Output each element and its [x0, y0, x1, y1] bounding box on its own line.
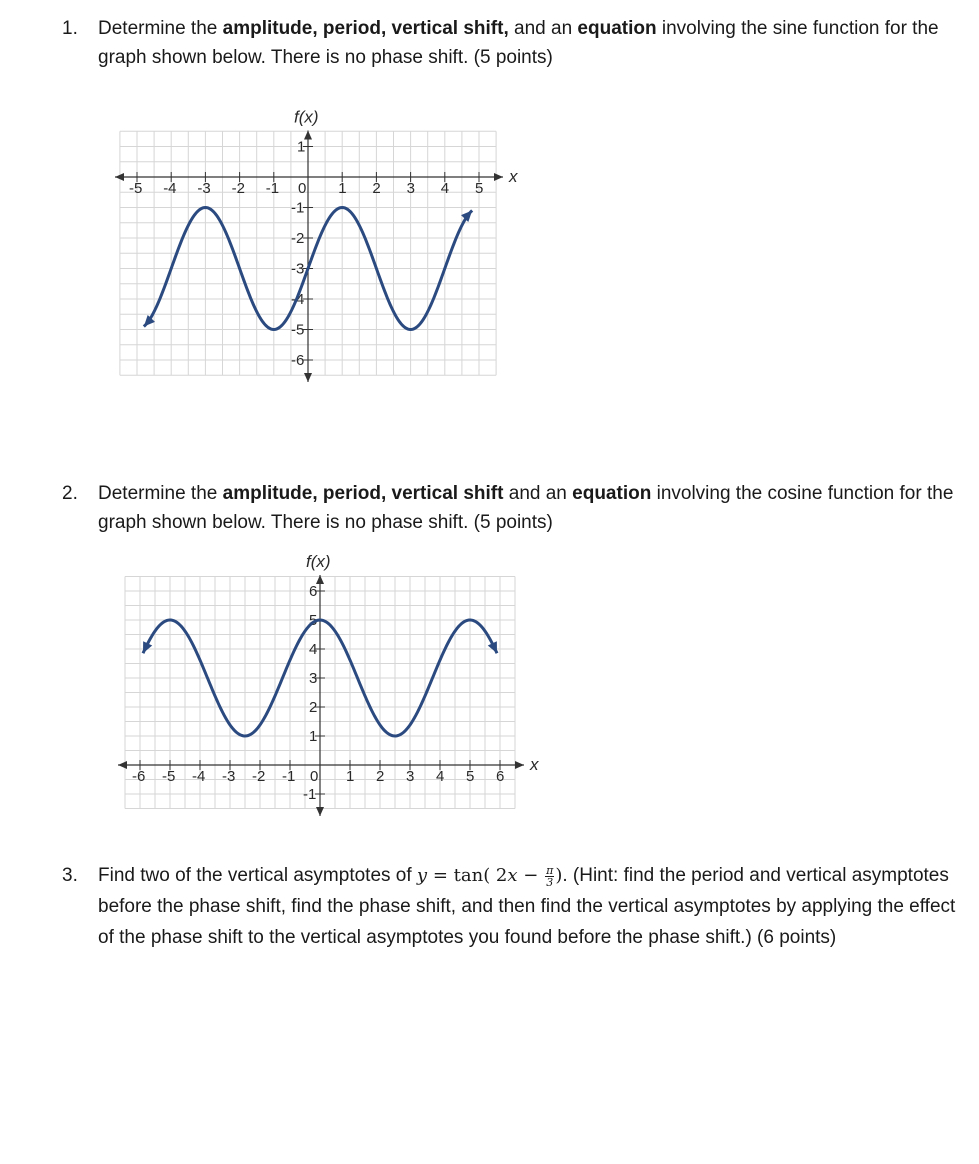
x-tick-label: -4 — [163, 180, 177, 197]
y-tick-label: -3 — [291, 260, 305, 278]
y-tick-label: -5 — [291, 321, 305, 339]
x-tick-label: -1 — [265, 180, 280, 197]
y-tick-label: 2 — [309, 699, 318, 716]
x-tick-label: -5 — [162, 768, 176, 785]
question-2 — [62, 479, 967, 537]
x-tick-label: -1 — [282, 768, 296, 785]
curve-end-arrow — [461, 210, 472, 221]
x-tick-label: 5 — [475, 180, 484, 197]
y-tick-label: 3 — [309, 670, 318, 687]
y-tick-label: 1 — [297, 138, 306, 156]
sine-graph — [110, 80, 530, 410]
x-tick-label: -2 — [252, 768, 266, 785]
pi-over-3-fraction: $\frac{\pi}{3}$ — [546, 863, 554, 889]
y-tick-label: 6 — [309, 583, 318, 600]
x-axis-label: x — [530, 755, 539, 774]
question-number: 2. — [62, 483, 78, 504]
question-number: 3. — [62, 865, 78, 886]
y-axis-arrow-down — [316, 807, 324, 816]
x-tick-label: 0 — [298, 180, 307, 197]
question-text: Find two of the vertical asymptotes of y = tan( 2x − $\frac{\pi}{3}$ ). (Hint: find the period and vertical asymptotes before the phase shift, find the phase shift, and then find the vertical asymptotes by applying the effect of the phase shift to the vertical asymptotes you found before the phase shift.) (6 points) — [98, 863, 956, 948]
x-axis-arrow-left — [118, 761, 127, 769]
x-tick-label: 5 — [466, 768, 475, 785]
y-tick-label: -1 — [291, 199, 305, 217]
x-tick-label: 4 — [440, 180, 450, 197]
x-tick-label: -3 — [197, 180, 211, 197]
x-tick-label: 1 — [346, 768, 355, 785]
question-text: Determine the amplitude, period, vertical shift, and an equation involving the sine function for the graph shown below. There is no phase shift. (5 points) — [98, 18, 939, 68]
x-tick-label: 0 — [310, 768, 319, 785]
x-tick-label: -3 — [222, 768, 236, 785]
y-axis-arrow-down — [304, 373, 312, 382]
x-tick-label: 3 — [406, 768, 415, 785]
question-3 — [62, 860, 967, 953]
x-tick-label: -2 — [231, 180, 245, 197]
x-tick-label: 1 — [338, 180, 347, 197]
y-tick-label: 1 — [309, 728, 318, 745]
y-axis-label: f(x) — [294, 107, 319, 127]
cosine-graph — [110, 540, 539, 830]
y-tick-label: -2 — [291, 230, 305, 247]
y-axis-label: f(x) — [306, 552, 331, 571]
x-tick-label: -6 — [132, 768, 146, 785]
y-tick-label: -4 — [291, 291, 305, 308]
x-axis-label: x — [509, 167, 518, 186]
x-tick-label: 3 — [406, 180, 415, 197]
question-text: Determine the amplitude, period, vertical shift and an equation involving the cosine function for the graph shown below. There is no phase shift. (5 points) — [98, 483, 954, 533]
x-tick-label: 4 — [436, 768, 445, 785]
x-tick-label: 6 — [496, 768, 505, 785]
x-axis-arrow — [494, 173, 503, 181]
x-tick-label: -5 — [129, 180, 143, 197]
x-tick-label: 2 — [376, 768, 385, 785]
y-tick-label: -6 — [291, 352, 305, 369]
x-axis-arrow — [515, 761, 524, 769]
y-tick-label: -1 — [303, 786, 317, 803]
question-1 — [62, 14, 967, 72]
y-tick-label: 5 — [309, 612, 318, 629]
tangent-equation: y = tan( 2x − $\frac{\pi}{3}$ ) — [416, 863, 563, 889]
x-tick-label: -4 — [192, 768, 206, 785]
x-tick-label: 2 — [372, 180, 381, 197]
question-number: 1. — [62, 18, 78, 39]
curve-end-arrow — [144, 315, 155, 326]
y-tick-label: 4 — [309, 641, 318, 658]
